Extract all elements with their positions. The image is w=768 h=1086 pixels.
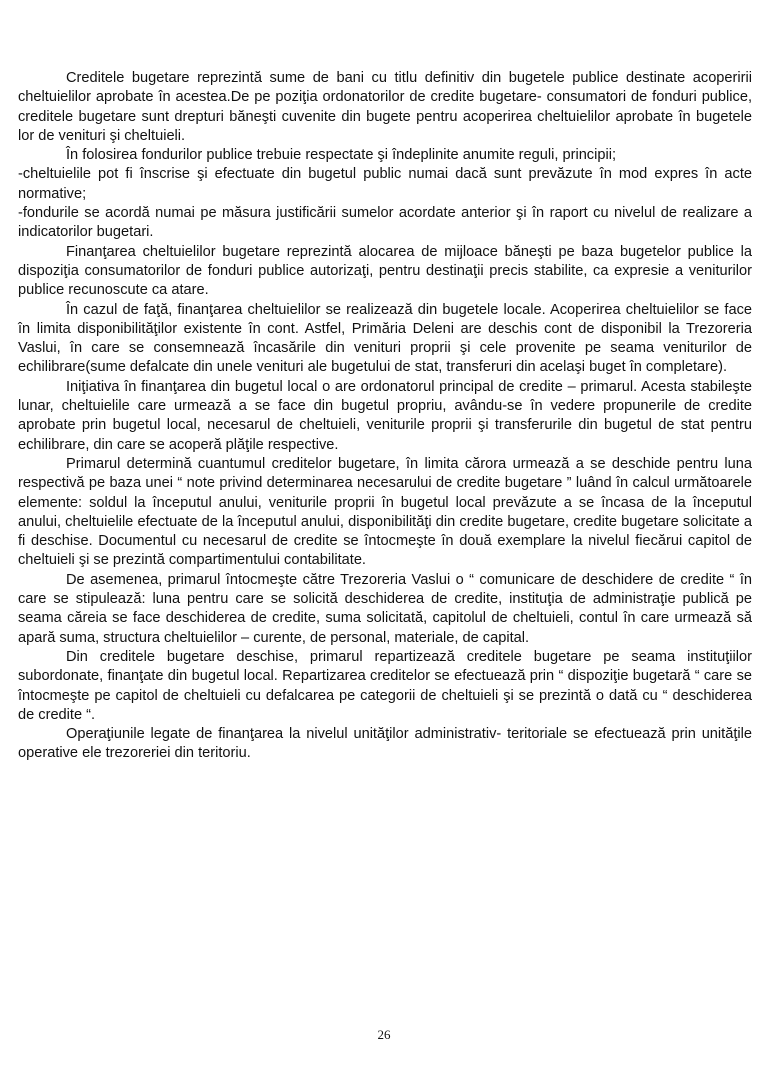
page-number: 26 (377, 1027, 391, 1042)
paragraph-finantarea-cheltuielilor: Finanţarea cheltuielilor bugetare reprezintă alocarea de mijloace băneşti pe baza bugetelor publice la dispoziţia consumatorilor de fonduri publice autorizaţi, pentru destinaţii precis stabilite, ca expresie a veniturilor publice recunoscute ca atare. (18, 243, 752, 299)
paragraph-cazul-de-fata: În cazul de faţă, finanţarea cheltuielilor se realizează din bugetele locale. Acoperirea cheltuielilor se face în limita disponibilităţilor existente în cont. Astfel, Primăria Deleni are deschis cont de disponibil la Trezoreria Vaslui, în care se consemnează încasările din venituri proprii şi cele provenite pe seama veniturilor de echilibrare(sume defalcate din unele venituri ale bugetului de stat, transferuri din acelaşi buget în completare). (18, 301, 752, 376)
paragraph-din-creditele: Din creditele bugetare deschise, primarul repartizează creditele bugetare pe seama instituţiilor subordonate, finanţate din bugetul local. Repartizarea creditelor se efectuează prin “ dispoziţie bugetară “ care se întocmeşte pe capitol de cheltuieli cu defalcarea pe categorii de cheltuieli şi se prezintă o dată cu “ deschiderea de credite “. (18, 648, 752, 723)
paragraph-credite-bugetare: Creditele bugetare reprezintă sume de bani cu titlu definitiv din bugetele publice destinate acoperirii cheltuielilor aprobate în acestea.De pe poziţia ordonatorilor de credite bugetare- consumatori de fonduri publice, creditele bugetare sunt drepturi băneşti cuvenite din bugete pentru acoperirea cheltuielilor aprobate în bugetele lor de venituri şi cheltuieli. (18, 70, 752, 144)
paragraph-folosirea-fondurilor: În folosirea fondurilor publice trebuie respectate şi îndeplinite anumite reguli, principii; (66, 147, 617, 164)
list-item-fondurile: -fondurile se acordă numai pe măsura justificării sumelor acordate anterior şi în raport cu nivelul de realizare a indicatorilor bugetari. (18, 205, 752, 241)
paragraph-primarul-determina: Primarul determină cuantumul creditelor bugetare, în limita cărora urmează a se deschide pentru luna respectivă pe baza unei “ note privind determinarea necesarului de credite bugetare ” luând în calcul următoarele elemente: soldul la începutul anului, veniturile proprii în bugetul local prevăzute a se încasa de la începutul anului, cheltuielile efectuate de la începutul anului, disponibilităţi din credite bugetare, credite bugetare solicitate a fi deschise. Documentul cu necesarul de credite se întocmeşte în două exemplare la nivelul fiecărui capitol de cheltuieli şi se prezintă compartimentului contabilitate. (18, 455, 752, 569)
paragraph-de-asemenea: De asemenea, primarul întocmeşte către Trezoreria Vaslui o “ comunicare de deschidere de credite “ în care se stipulează: luna pentru care se solicită deschiderea de credite, instituţia de administraţie publică pe seama căreia se face deschiderea de credite, suma solicitată, capitolul de cheltuieli, contul în care urmează să apară suma, structura cheltuielilor – curente, de personal, materiale, de capital. (18, 571, 752, 646)
list-item-cheltuielile: -cheltuielile pot fi înscrise şi efectuate din bugetul public numai dacă sunt prevăzute în mod expres în acte normative; (18, 166, 752, 202)
paragraph-operatiunile: Operaţiunile legate de finanţarea la nivelul unităţilor administrativ- teritoriale se efectuează prin unităţile operative ele trezoreriei din teritoriu. (18, 726, 752, 762)
body-text (18, 69, 752, 764)
paragraph-initiativa: Iniţiativa în finanţarea din bugetul local o are ordonatorul principal de credite – primarul. Acesta stabileşte lunar, cheltuielile care urmează a se face din bugetul propriu, avându-se în vedere propunerile de credite aprobate prin bugetul local, necesarul de cheltuieli, veniturile proprii şi transferurile din bugetul de stat pentru echilibrare, din care se acoperă plăţile respective. (18, 378, 752, 453)
